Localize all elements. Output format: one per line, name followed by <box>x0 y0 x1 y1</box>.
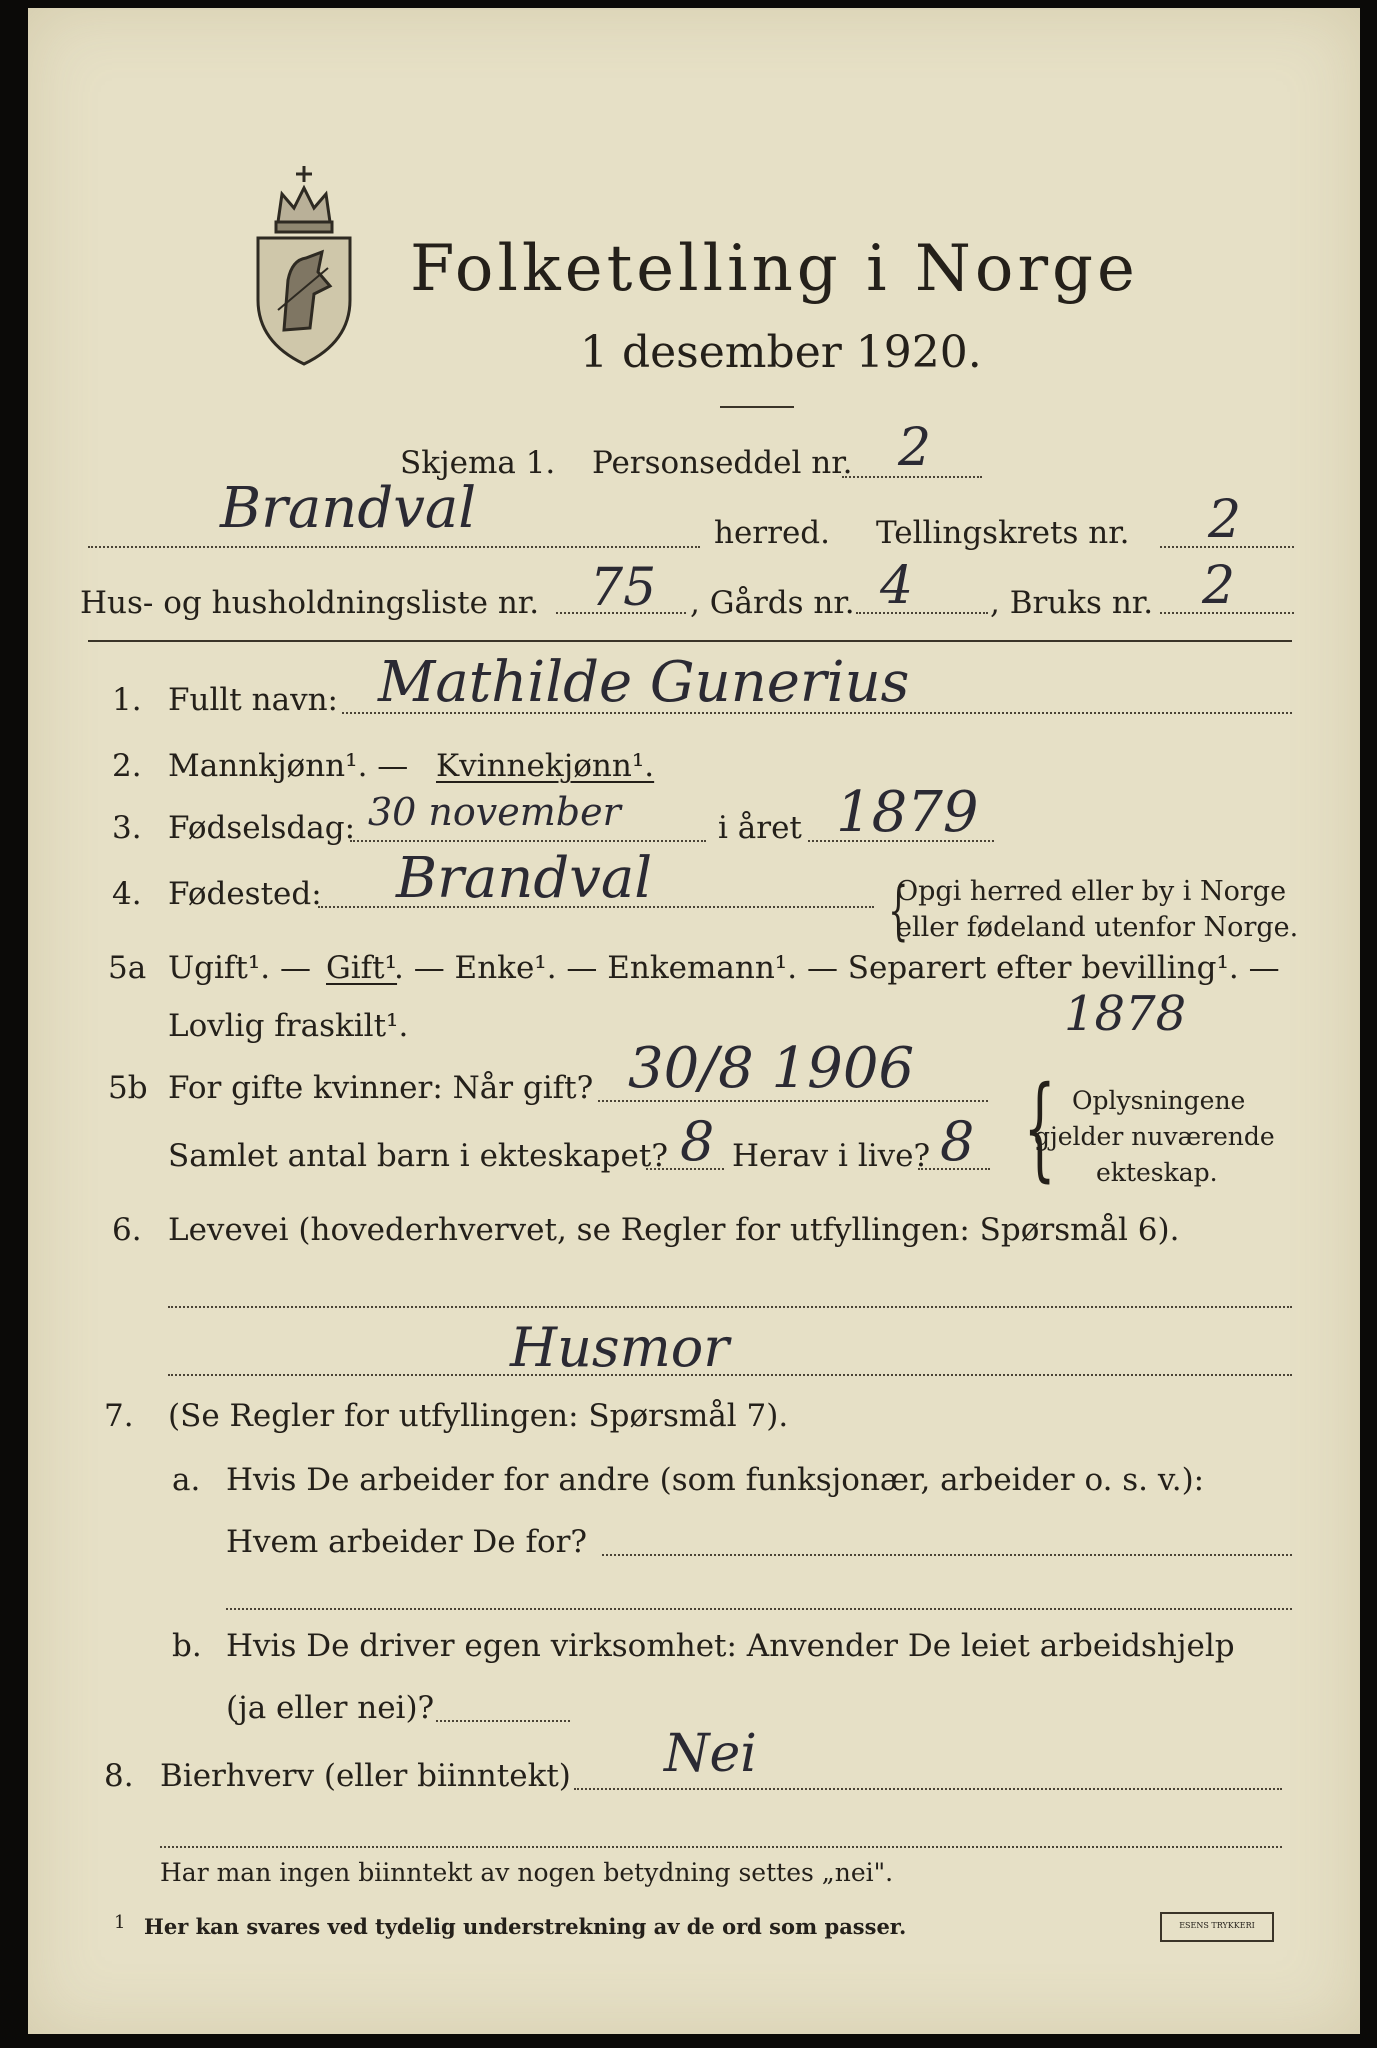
printer-stamp: ESENS TRYKKERI <box>1160 1912 1274 1942</box>
q5b-note-line1: Oplysningene <box>1072 1086 1246 1115</box>
herred-label: herred. <box>714 515 830 551</box>
birthday-field[interactable] <box>350 840 706 842</box>
q7a-question: Hvem arbeider De for? <box>226 1524 588 1560</box>
q3-label: Fødselsdag: <box>168 810 356 846</box>
q4-number: 4. <box>112 876 142 912</box>
q7b-letter: b. <box>172 1628 202 1664</box>
birthday-value: 30 november <box>368 790 621 834</box>
herred-value: Brandval <box>220 476 477 541</box>
bruks-label: , Bruks nr. <box>990 585 1154 621</box>
side-income-field-2[interactable] <box>160 1846 1282 1848</box>
q2-number: 2. <box>112 748 142 784</box>
q5a-other-options[interactable]: . — Enke¹. — Enkemann¹. — Separert efter bevilling¹. — <box>394 950 1280 986</box>
form-title: Folketelling i Norge <box>410 232 1139 306</box>
occupation-value: Husmor <box>510 1316 730 1379</box>
q5a-number: 5a <box>108 950 147 986</box>
alive-label: Herav i live? <box>732 1138 931 1174</box>
footnote-text: Her kan svares ved tydelig understrekning av de ord som passer. <box>144 1914 907 1939</box>
norway-coat-of-arms-icon <box>248 160 360 368</box>
gards-label: , Gårds nr. <box>690 585 855 621</box>
children-label: Samlet antal barn i ekteskapet? <box>168 1138 668 1174</box>
q5b-note-line2: gjelder nuværende <box>1034 1122 1275 1151</box>
skjema-label: Skjema 1. <box>400 445 556 481</box>
q4-note-bracket: { <box>888 874 909 948</box>
section-divider <box>88 640 1292 642</box>
occupation-field-2[interactable] <box>168 1374 1292 1376</box>
header-divider <box>720 406 794 408</box>
q7a-letter: a. <box>172 1462 201 1498</box>
q6-label: Levevei (hovederhvervet, se Regler for utfyllingen: Spørsmål 6). <box>168 1212 1180 1248</box>
q5b-number: 5b <box>108 1070 148 1106</box>
q7b-text: Hvis De driver egen virksomhet: Anvender De leiet arbeidshjelp <box>226 1628 1235 1664</box>
side-income-field-1[interactable] <box>574 1788 1282 1790</box>
q5a-margin-note: 1878 <box>1064 986 1187 1042</box>
q5b-label: For gifte kvinner: Når gift? <box>168 1070 594 1106</box>
husliste-label: Hus- og husholdningsliste nr. <box>80 585 540 621</box>
tellingskrets-value: 2 <box>1208 490 1242 550</box>
q4-note-line2: eller fødeland utenfor Norge. <box>896 912 1299 943</box>
q7a-text: Hvis De arbeider for andre (som funksjonær, arbeider o. s. v.): <box>226 1462 1205 1498</box>
q5b-note-bracket: { <box>1023 1063 1056 1193</box>
q3-number: 3. <box>112 810 142 846</box>
q5a-ugift-option[interactable]: Ugift¹. — <box>168 950 311 986</box>
q7-number: 7. <box>104 1398 134 1434</box>
q6-number: 6. <box>112 1212 142 1248</box>
bruks-value: 2 <box>1202 556 1236 616</box>
footnote-mark: 1 <box>114 1912 126 1933</box>
q5b-note-line3: ekteskap. <box>1096 1158 1218 1187</box>
q2-kvinne-option[interactable]: Kvinnekjønn¹. <box>436 748 655 784</box>
q4-note-line1: Opgi herred eller by i Norge <box>896 876 1287 907</box>
side-income-value: Nei <box>664 1724 757 1784</box>
q1-label: Fullt navn: <box>168 682 338 718</box>
q8-label: Bierhverv (eller biinntekt) <box>160 1758 571 1794</box>
occupation-field-1[interactable] <box>168 1306 1292 1308</box>
personseddel-label: Personseddel nr. <box>592 445 853 481</box>
year-label: i året <box>718 810 802 846</box>
q1-number: 1. <box>112 682 142 718</box>
employer-field-2[interactable] <box>226 1608 1292 1610</box>
alive-value: 8 <box>940 1110 975 1173</box>
children-value: 8 <box>680 1110 715 1173</box>
birthplace-value: Brandval <box>396 846 653 911</box>
q8-number: 8. <box>104 1758 134 1794</box>
census-date: 1 desember 1920. <box>580 327 982 378</box>
full-name-value: Mathilde Gunerius <box>378 650 910 715</box>
husliste-value: 75 <box>590 558 657 618</box>
herred-field[interactable] <box>88 546 700 548</box>
q2-mann-option[interactable]: Mannkjønn¹. — <box>168 748 409 784</box>
employer-field-1[interactable] <box>602 1554 1292 1556</box>
hired-help-field[interactable] <box>436 1720 570 1722</box>
q4-label: Fødested: <box>168 876 322 912</box>
gards-field[interactable] <box>856 612 988 614</box>
personseddel-value: 2 <box>898 418 932 478</box>
tellingskrets-label: Tellingskrets nr. <box>876 515 1130 551</box>
marriage-date-value: 30/8 1906 <box>628 1036 915 1101</box>
q5a-gift-option[interactable]: Gift¹ <box>326 950 398 986</box>
q7-label: (Se Regler for utfyllingen: Spørsmål 7). <box>168 1398 789 1434</box>
gards-value: 4 <box>880 556 914 616</box>
footer-note: Har man ingen biinntekt av nogen betydning settes „nei". <box>160 1858 894 1887</box>
birth-year-value: 1879 <box>836 780 979 845</box>
q5a-fraskilt-option[interactable]: Lovlig fraskilt¹. <box>168 1008 409 1044</box>
q7b-question: (ja eller nei)? <box>226 1690 435 1726</box>
